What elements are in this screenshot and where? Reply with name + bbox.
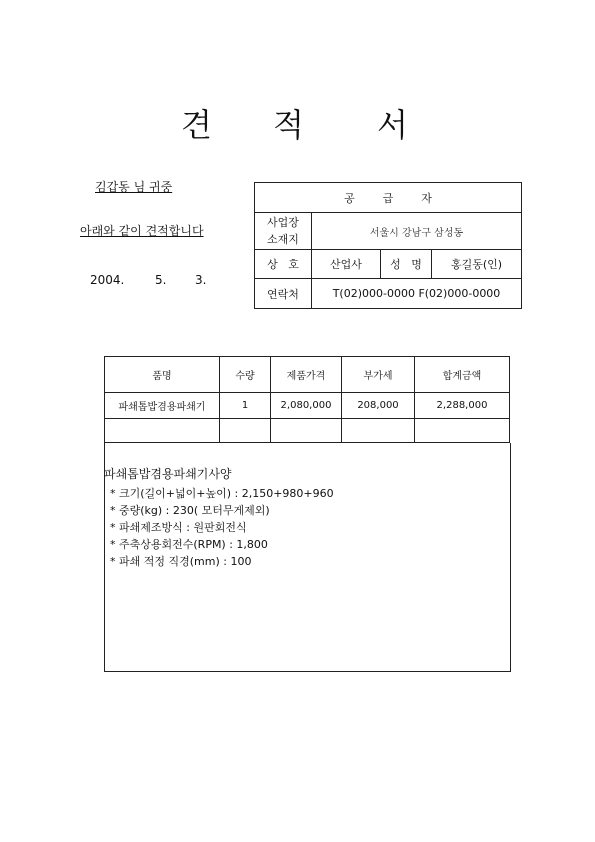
- table-row: [105, 393, 510, 419]
- name-label: 성 명: [381, 250, 432, 279]
- spec-item: * 주축상용회전수(RPM) : 1,800: [110, 538, 268, 551]
- representative-name: 홍길동(인): [432, 250, 522, 279]
- item-name: 파쇄톱밥겸용파쇄기: [105, 393, 220, 419]
- item-quantity: [220, 419, 271, 443]
- date-year: 2004.: [90, 273, 125, 287]
- column-header-price: 제품가격: [271, 357, 342, 393]
- spec-item: * 파쇄 적정 직경(mm) : 100: [110, 555, 252, 568]
- item-total: [415, 419, 510, 443]
- contact-number: T(02)000-0000 F(02)000-0000: [312, 279, 522, 309]
- item-name: [105, 419, 220, 443]
- recipient: 김갑동 님 귀중: [95, 180, 173, 194]
- date-month: 5.: [155, 273, 167, 287]
- business-location: 서울시 강남구 삼성동: [312, 213, 522, 250]
- title-char-2: 적: [273, 106, 304, 144]
- contact-label: 연락처: [255, 279, 312, 309]
- item-quantity: 1: [220, 393, 271, 419]
- document-title: [0, 100, 595, 144]
- item-vat: [342, 419, 415, 443]
- title-char-1: 견: [181, 106, 212, 144]
- item-price: [271, 419, 342, 443]
- column-header-total: 합계금액: [415, 357, 510, 393]
- column-header-quantity: 수량: [220, 357, 271, 393]
- spec-item: * 중량(kg) : 230( 모터무게제외): [110, 504, 270, 517]
- intro-text: 아래와 같이 견적합니다: [80, 224, 204, 238]
- specifications-title: 파쇄톱밥겸용파쇄기사양: [104, 467, 232, 481]
- date-day: 3.: [195, 273, 207, 287]
- title-char-3: 서: [377, 106, 408, 144]
- item-total: 2,288,000: [415, 393, 510, 419]
- supplier-table: [254, 182, 522, 309]
- column-header-vat: 부가세: [342, 357, 415, 393]
- spec-item: * 크기(길이+넓이+높이) : 2,150+980+960: [110, 487, 334, 500]
- supplier-header: 공 급 자: [255, 183, 522, 213]
- company-name: 산업사: [312, 250, 381, 279]
- quote-items-table: [104, 356, 510, 443]
- specifications-list: [110, 485, 334, 570]
- company-label: 상 호: [255, 250, 312, 279]
- item-price: 2,080,000: [271, 393, 342, 419]
- item-vat: 208,000: [342, 393, 415, 419]
- business-location-label: 사업장 소재지: [255, 213, 312, 250]
- column-header-item: 품명: [105, 357, 220, 393]
- spec-item: * 파쇄제조방식 : 원판회전식: [110, 521, 247, 534]
- table-row: [105, 419, 510, 443]
